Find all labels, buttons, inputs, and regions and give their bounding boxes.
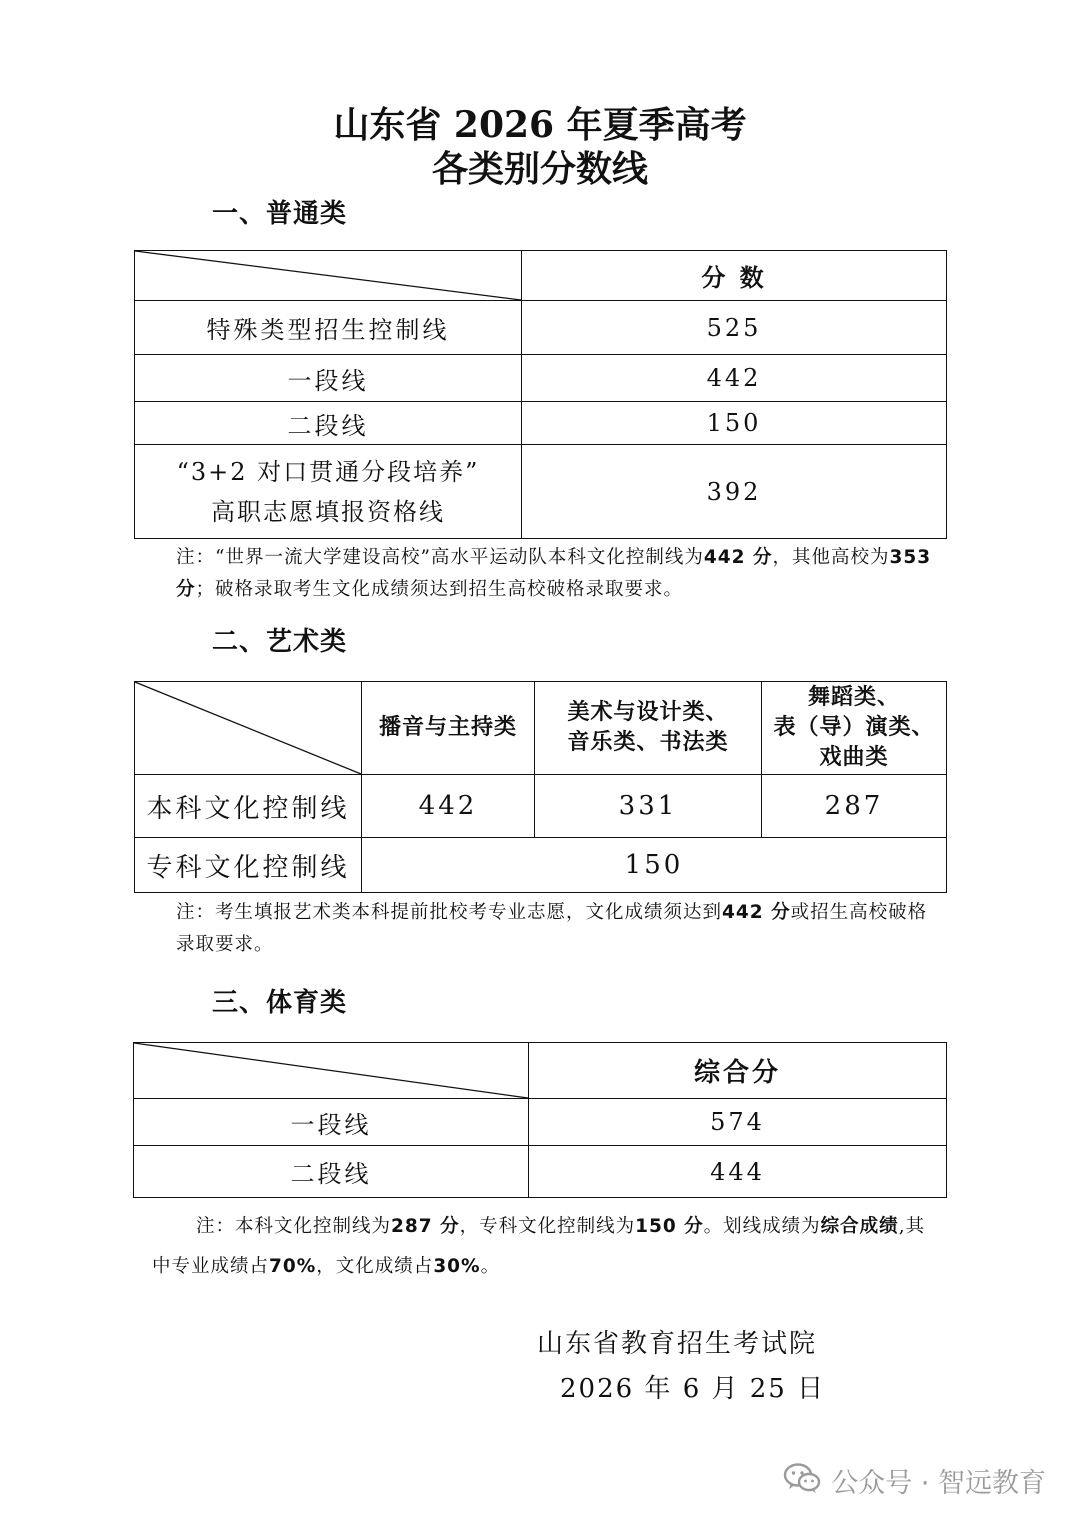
general-score-table [134,250,947,539]
issuer-name: 山东省教育招生考试院 [537,1329,818,1359]
note-text: 。划线成绩为 [703,1216,821,1237]
note-text: ,其中专业成绩占 [152,1216,926,1277]
sports-note [152,1207,942,1287]
header-line: 音乐类、书法类 [567,730,729,755]
sports-score-table [133,1042,947,1198]
score-header: 分 数 [522,251,947,301]
header-line: 美术与设计类、 [567,700,729,725]
note-bold: 442 分 [703,547,773,568]
diagonal-line [135,251,521,300]
header-fine-arts-music [535,682,762,775]
note-bold: 综合成绩 [820,1216,899,1237]
issue-date: 2026 年 6 月 25 日 [560,1374,826,1404]
art-note [176,897,936,961]
row-label: 一段线 [135,355,522,402]
note-text: 注：“世界一流大学建设高校”高水平运动队本科文化控制线为 [176,547,704,568]
row-label: 专科文化控制线 [135,838,362,893]
note-text: 。 [480,1256,501,1277]
header-broadcasting: 播音与主持类 [362,682,535,775]
diagonal-line [135,682,361,774]
row-value: 392 [522,445,947,539]
note-bold: 70% [269,1256,317,1277]
note-bold: 442 分 [722,902,791,923]
row-label: 二段线 [135,402,522,445]
row-value: 150 [362,838,947,893]
row-value: 525 [522,301,947,355]
header-line: 舞蹈类、 [807,685,900,710]
row-value: 444 [529,1146,947,1198]
composite-score-header: 综合分 [529,1043,947,1099]
row-value: 442 [362,775,535,838]
note-text: ，专科文化控制线为 [459,1216,636,1237]
header-line: 表（导）演类、 [773,715,935,740]
row-value: 331 [535,775,762,838]
diagonal-header-cell [135,682,362,775]
watermark [783,1462,1046,1506]
row-label: 本科文化控制线 [135,775,362,838]
note-text: ，其他高校为 [772,547,890,568]
section-heading-general: 一、普通类 [212,199,348,229]
note-text: ；破格录取考生文化成绩须达到招生高校破格录取要求。 [195,579,684,600]
document-title-line1: 山东省 2026 年夏季高考 [333,104,747,146]
row-label-line2: 高职志愿填报资格线 [211,497,445,526]
row-label: 特殊类型招生控制线 [135,301,522,355]
row-value: 287 [762,775,947,838]
document-title-line2: 各类别分数线 [431,148,648,190]
note-text: 注：本科文化控制线为 [196,1216,392,1237]
row-label: 二段线 [134,1146,529,1198]
header-dance-drama [762,682,947,775]
row-value: 574 [529,1099,947,1146]
note-text: 注：考生填报艺术类本科提前批校考专业志愿，文化成绩须达到 [176,902,723,923]
note-bold: 353 分 [176,547,932,600]
note-bold: 150 分 [635,1216,704,1237]
art-score-table [134,681,947,893]
general-note [176,542,936,606]
row-label-line1: “3+2 对口贯通分段培养” [176,457,480,486]
section-heading-sports: 三、体育类 [212,988,348,1018]
row-value: 150 [522,402,947,445]
header-line: 戏曲类 [819,745,889,770]
diagonal-header-cell [134,1043,529,1099]
section-heading-art: 二、艺术类 [212,627,348,657]
diagonal-header-cell [135,251,522,301]
diagonal-line [134,1043,528,1098]
note-bold: 287 分 [391,1216,460,1237]
note-text: ，文化成绩占 [316,1256,434,1277]
wechat-icon [783,1462,821,1506]
watermark-text: 公众号 · 智远教育 [831,1468,1046,1499]
note-text: 或招生高校破格录取要求。 [176,902,928,955]
row-label: 一段线 [134,1099,529,1146]
row-label-multiline [135,445,522,539]
note-bold: 30% [433,1256,481,1277]
row-value: 442 [522,355,947,402]
